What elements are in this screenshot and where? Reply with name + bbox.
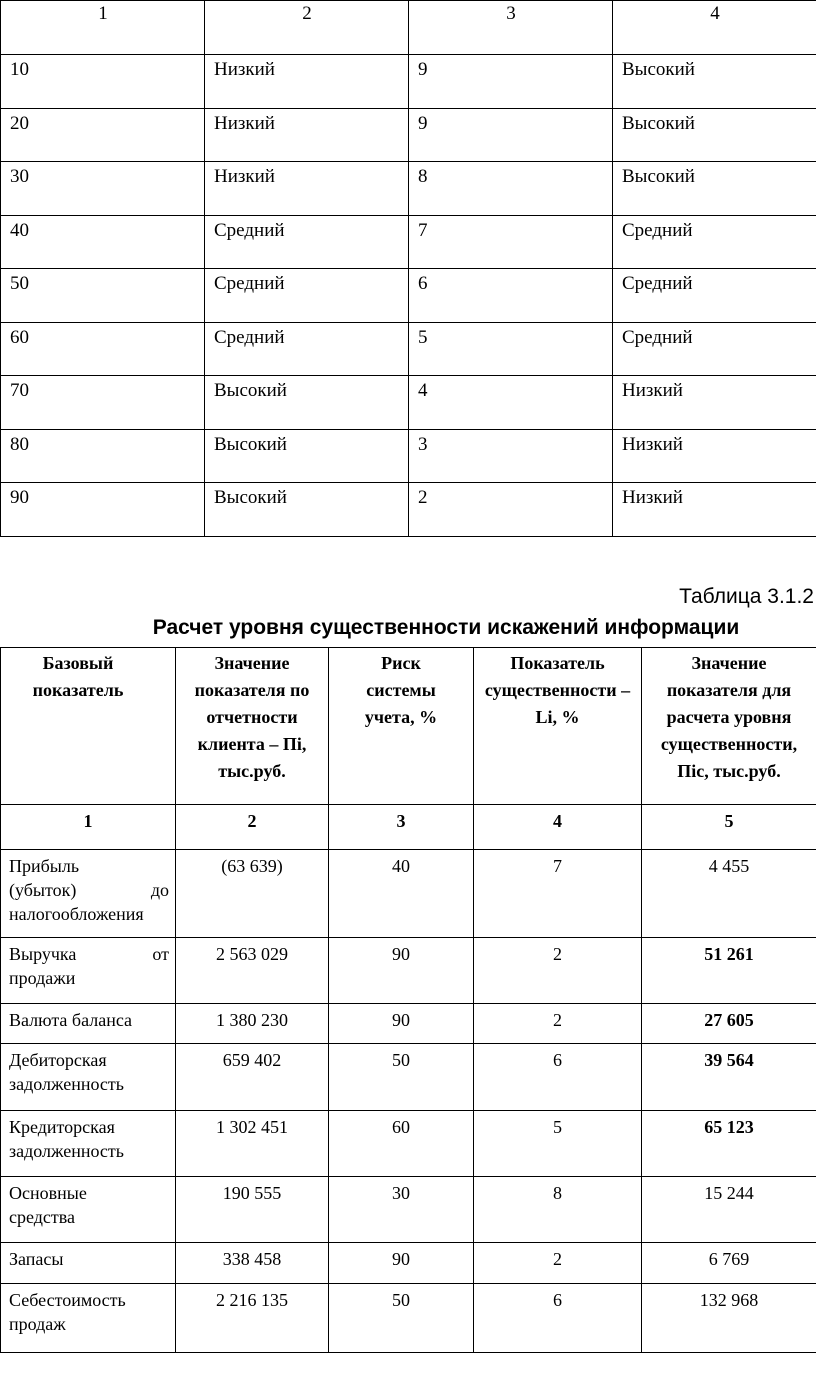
table-cell: 70 [1, 376, 205, 430]
table-cell: 30 [1, 162, 205, 216]
table-cell: 60 [1, 322, 205, 376]
result-cell: 65 123 [642, 1111, 816, 1177]
table-cell: Высокий [205, 483, 409, 537]
table-cell: 90 [1, 483, 205, 537]
materiality-cell: 2 [474, 938, 642, 1004]
table-row [1, 1177, 816, 1243]
table-cell: 6 [409, 269, 613, 323]
header-cell-materiality-value: Значение показателя для расчета уровня существенности, Пic, тыс.руб. [642, 648, 816, 805]
table-cell: Высокий [205, 429, 409, 483]
table-cell: 50 [1, 269, 205, 323]
result-cell: 6 769 [642, 1243, 816, 1284]
row-label-word: от [152, 944, 169, 964]
table-cell: Средний [613, 215, 816, 269]
materiality-cell: 8 [474, 1177, 642, 1243]
table-cell: 9 [409, 108, 613, 162]
materiality-cell: 6 [474, 1044, 642, 1111]
table-cell: Высокий [613, 162, 816, 216]
header-cell-system-risk: Риск системы учета, % [329, 648, 474, 805]
table-cell: 40 [1, 215, 205, 269]
header-cell-materiality-indicator: Показатель существенности – Li, % [474, 648, 642, 805]
result-cell: 132 968 [642, 1284, 816, 1353]
row-label-line: Основные [9, 1183, 87, 1203]
table-row [1, 1004, 816, 1044]
row-label-line: продажи [9, 968, 76, 988]
risk-cell: 40 [329, 850, 474, 938]
table-cell: Низкий [613, 429, 816, 483]
column-number-row [1, 805, 816, 850]
table-row [1, 1243, 816, 1284]
row-label-line: задолженность [9, 1141, 124, 1161]
table-cell: Средний [205, 215, 409, 269]
table-cell: 2 [409, 483, 613, 537]
table-cell: Низкий [613, 376, 816, 430]
table-row [1, 429, 816, 483]
table-cell: 9 [409, 55, 613, 109]
table-row [1, 1284, 816, 1353]
header-cell-base-indicator: Базовый показатель [1, 648, 176, 805]
table-cell: Высокий [613, 55, 816, 109]
column-number: 3 [329, 805, 474, 850]
table-row [1, 162, 816, 216]
table-cell: 20 [1, 108, 205, 162]
table-cell: Низкий [205, 55, 409, 109]
materiality-cell: 7 [474, 850, 642, 938]
table-row [1, 55, 816, 109]
table-cell: Высокий [613, 108, 816, 162]
risk-cell: 50 [329, 1044, 474, 1111]
result-cell: 51 261 [642, 938, 816, 1004]
client-value-cell: 2 216 135 [176, 1284, 329, 1353]
table-row [1, 850, 816, 938]
table-cell: Низкий [613, 483, 816, 537]
table-cell: 4 [409, 376, 613, 430]
header-cell: 3 [409, 1, 613, 55]
row-label [1, 1284, 176, 1353]
table-cell: 7 [409, 215, 613, 269]
table-title: Расчет уровня существенности искажений информации [152, 616, 740, 639]
client-value-cell: 1 302 451 [176, 1111, 329, 1177]
table-header-row [1, 1, 816, 55]
materiality-cell: 5 [474, 1111, 642, 1177]
table-row [1, 269, 816, 323]
client-value-cell: 659 402 [176, 1044, 329, 1111]
table-cell: 8 [409, 162, 613, 216]
risk-cell: 90 [329, 1004, 474, 1044]
row-label-line: Прибыль [9, 856, 80, 876]
table-header-row [1, 648, 816, 805]
table-cell: 3 [409, 429, 613, 483]
column-number: 1 [1, 805, 176, 850]
table-cell: Средний [613, 269, 816, 323]
table-cell: 10 [1, 55, 205, 109]
materiality-cell: 2 [474, 1243, 642, 1284]
row-label-word: Выручка [9, 944, 77, 964]
row-label: Запасы [1, 1243, 176, 1284]
table-cell: Высокий [205, 376, 409, 430]
row-label-line [9, 942, 169, 966]
risk-cell: 90 [329, 1243, 474, 1284]
result-cell: 15 244 [642, 1177, 816, 1243]
risk-level-table [0, 0, 816, 537]
column-number: 2 [176, 805, 329, 850]
column-number: 4 [474, 805, 642, 850]
client-value-cell: (63 639) [176, 850, 329, 938]
row-label: Валюта баланса [1, 1004, 176, 1044]
row-label-word: (убыток) [9, 880, 77, 900]
row-label-line: средства [9, 1207, 76, 1227]
row-label-line: Себестоимость [9, 1290, 126, 1310]
row-label [1, 850, 176, 938]
column-number: 5 [642, 805, 816, 850]
result-cell: 4 455 [642, 850, 816, 938]
row-label-line: налогообложения [9, 904, 144, 924]
header-cell: 2 [205, 1, 409, 55]
risk-cell: 90 [329, 938, 474, 1004]
risk-cell: 50 [329, 1284, 474, 1353]
header-cell: 4 [613, 1, 816, 55]
table-number-caption: Таблица 3.1.2 [679, 585, 814, 608]
table-row [1, 108, 816, 162]
table-cell: Низкий [205, 108, 409, 162]
table-cell: 5 [409, 322, 613, 376]
result-cell: 39 564 [642, 1044, 816, 1111]
client-value-cell: 338 458 [176, 1243, 329, 1284]
table-row [1, 1111, 816, 1177]
risk-cell: 60 [329, 1111, 474, 1177]
row-label-line: Дебиторская [9, 1050, 107, 1070]
table-row [1, 322, 816, 376]
table-row [1, 938, 816, 1004]
table-cell: Низкий [205, 162, 409, 216]
result-cell: 27 605 [642, 1004, 816, 1044]
table-row [1, 215, 816, 269]
row-label-line: Кредиторская [9, 1117, 115, 1137]
header-cell: 1 [1, 1, 205, 55]
header-cell-client-value: Значение показателя по отчетности клиента – Пi, тыс.руб. [176, 648, 329, 805]
table-cell: Средний [205, 269, 409, 323]
row-label-line: продаж [9, 1314, 66, 1334]
table-row [1, 483, 816, 537]
row-label-word: до [150, 880, 169, 900]
row-label [1, 1177, 176, 1243]
risk-cell: 30 [329, 1177, 474, 1243]
materiality-cell: 6 [474, 1284, 642, 1353]
client-value-cell: 190 555 [176, 1177, 329, 1243]
materiality-cell: 2 [474, 1004, 642, 1044]
table-row [1, 1044, 816, 1111]
client-value-cell: 1 380 230 [176, 1004, 329, 1044]
row-label [1, 1111, 176, 1177]
row-label [1, 938, 176, 1004]
client-value-cell: 2 563 029 [176, 938, 329, 1004]
table-cell: Средний [205, 322, 409, 376]
table-cell: Средний [613, 322, 816, 376]
table-row [1, 376, 816, 430]
row-label-line [9, 878, 169, 902]
materiality-table [0, 647, 816, 1353]
row-label-line: задолженность [9, 1074, 124, 1094]
row-label [1, 1044, 176, 1111]
table-cell: 80 [1, 429, 205, 483]
